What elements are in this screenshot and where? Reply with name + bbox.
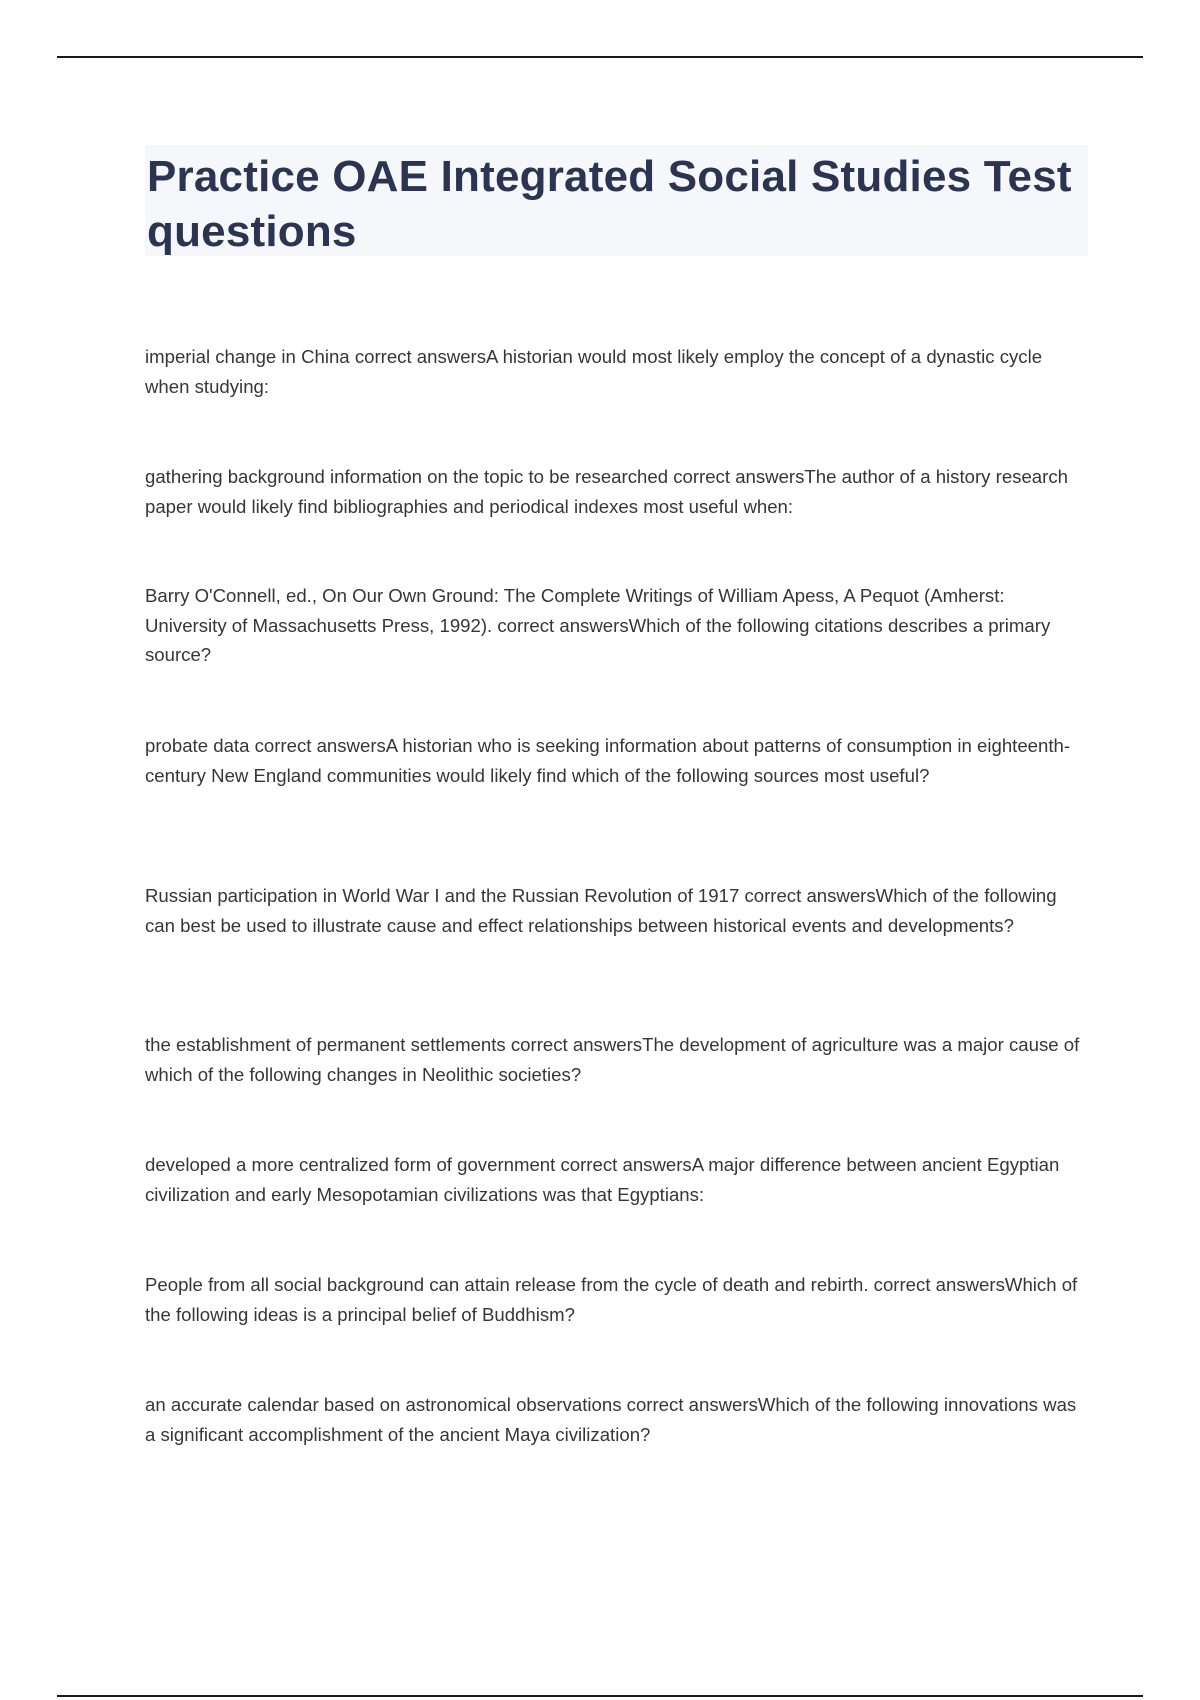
top-rule xyxy=(57,56,1143,58)
qa-item: Barry O'Connell, ed., On Our Own Ground: The Complete Writings of William Apess, A Pequot (Amherst: University of Massachusetts Press, 1992). correct answersWhich of the following citations describes a primary source? xyxy=(145,585,1051,665)
qa-item: People from all social background can attain release from the cycle of death and rebirth. correct answersWhich of the following ideas is a principal belief of Buddhism? xyxy=(145,1274,1078,1325)
qa-item: Russian participation in World War I and the Russian Revolution of 1917 correct answersWhich of the following can best be used to illustrate cause and effect relationships between historical events and developments? xyxy=(145,885,1057,936)
qa-item: developed a more centralized form of government correct answersA major difference between ancient Egyptian civilization and early Mesopotamian civilizations was that Egyptians: xyxy=(145,1154,1060,1205)
page-title: Practice OAE Integrated Social Studies Test questions xyxy=(147,152,1072,256)
bottom-rule xyxy=(57,1695,1143,1697)
qa-item: the establishment of permanent settlements correct answersThe development of agriculture was a major cause of which of the following changes in Neolithic societies? xyxy=(145,1034,1080,1085)
qa-item: an accurate calendar based on astronomical observations correct answersWhich of the following innovations was a significant accomplishment of the ancient Maya civilization? xyxy=(145,1394,1077,1445)
qa-item: imperial change in China correct answersA historian would most likely employ the concept of a dynastic cycle when studying: xyxy=(145,346,1043,397)
qa-item: probate data correct answersA historian who is seeking information about patterns of consumption in eighteenth-century New England communities would likely find which of the following sources most useful? xyxy=(145,735,1071,786)
qa-item: gathering background information on the topic to be researched correct answersThe author of a history research paper would likely find bibliographies and periodical indexes most useful when: xyxy=(145,466,1068,517)
title-block xyxy=(145,145,1088,256)
